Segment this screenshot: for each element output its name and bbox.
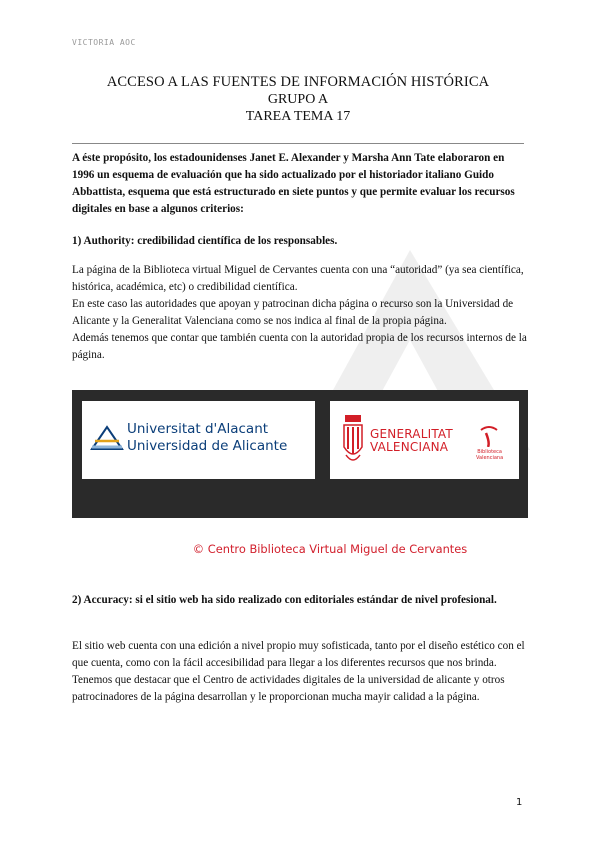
intro-paragraph: A éste propósito, los estadounidenses Janet E. Alexander y Marsha Ann Tate elaboraron en 1996 un esquema de evaluación que ha sido actualizado por el historiador italiano Guido Abbattista, esquema que está estructurado en siete puntos y que permite evaluar los recursos digitales en base a algunos criterios: <box>72 152 515 215</box>
image-caption: © Centro Biblioteca Virtual Miguel de Cervantes <box>192 542 468 556</box>
header-author-note: VICTORIA AOC <box>72 38 136 47</box>
document-title <box>72 74 524 125</box>
ua-logo-line1: Universitat d'Alacant <box>127 421 269 437</box>
ua-logo-box <box>82 401 315 479</box>
section1-body <box>72 262 528 364</box>
bv-logo-line1: Biblioteca <box>477 449 502 455</box>
gv-logo-box <box>330 401 519 479</box>
ua-logo-text <box>127 421 287 455</box>
gv-logo-text <box>370 428 453 454</box>
bv-logo-text <box>476 449 503 461</box>
sponsor-logos-image <box>72 390 528 518</box>
section2-body <box>72 638 528 706</box>
gv-logo-line2: VALENCIANA <box>370 440 449 454</box>
title-group: GRUPO A <box>267 92 329 107</box>
section2-paragraph-1: El sitio web cuenta con una edición a nivel propio muy sofisticada, tanto por el diseño estético con el que cuenta, como con la fácil accesibilidad para llegar a los diferentes recursos que nos brinda. <box>72 640 525 669</box>
title-main: ACCESO A LAS FUENTES DE INFORMACIÓN HISTÓRICA <box>106 74 490 90</box>
page-number: 1 <box>516 797 523 808</box>
title-task: TAREA TEMA 17 <box>245 109 351 124</box>
bv-logo-line2: Valenciana <box>476 455 504 461</box>
ua-logo-line2: Universidad de Alicante <box>127 438 288 454</box>
gv-coat-of-arms-icon <box>342 415 364 465</box>
section1-paragraph-1: La página de la Biblioteca virtual Miguel de Cervantes cuenta con una “autoridad” (ya sea científica, histórica, académica, etc) o credibilidad científica. <box>72 264 524 293</box>
section1-heading: 1) Authority: credibilidad científica de los responsables. <box>72 235 338 247</box>
section1-paragraph-2: En este caso las autoridades que apoyan y patrocinan dicha página o recurso son la Universidad de Alicante y la Generalitat Valenciana como se nos indica al final de la propia página. <box>72 298 514 327</box>
title-divider <box>72 143 524 144</box>
gv-logo-line1: GENERALITAT <box>370 427 453 441</box>
section2-paragraph-2: Tenemos que destacar que el Centro de actividades digitales de la universidad de alicante y otros patrocinadores de la página desarrollan y le proporcionan mucha mayir calidad a la página. <box>72 674 505 703</box>
section1-paragraph-3: Además tenemos que contar que también cuenta con la autoridad propia de los recursos internos de la página. <box>72 332 527 361</box>
section2-heading: 2) Accuracy: si el sitio web ha sido realizado con editoriales estándar de nivel profesional. <box>72 594 497 606</box>
ua-emblem-icon <box>90 423 124 453</box>
biblioteca-valenciana-icon <box>478 425 500 447</box>
